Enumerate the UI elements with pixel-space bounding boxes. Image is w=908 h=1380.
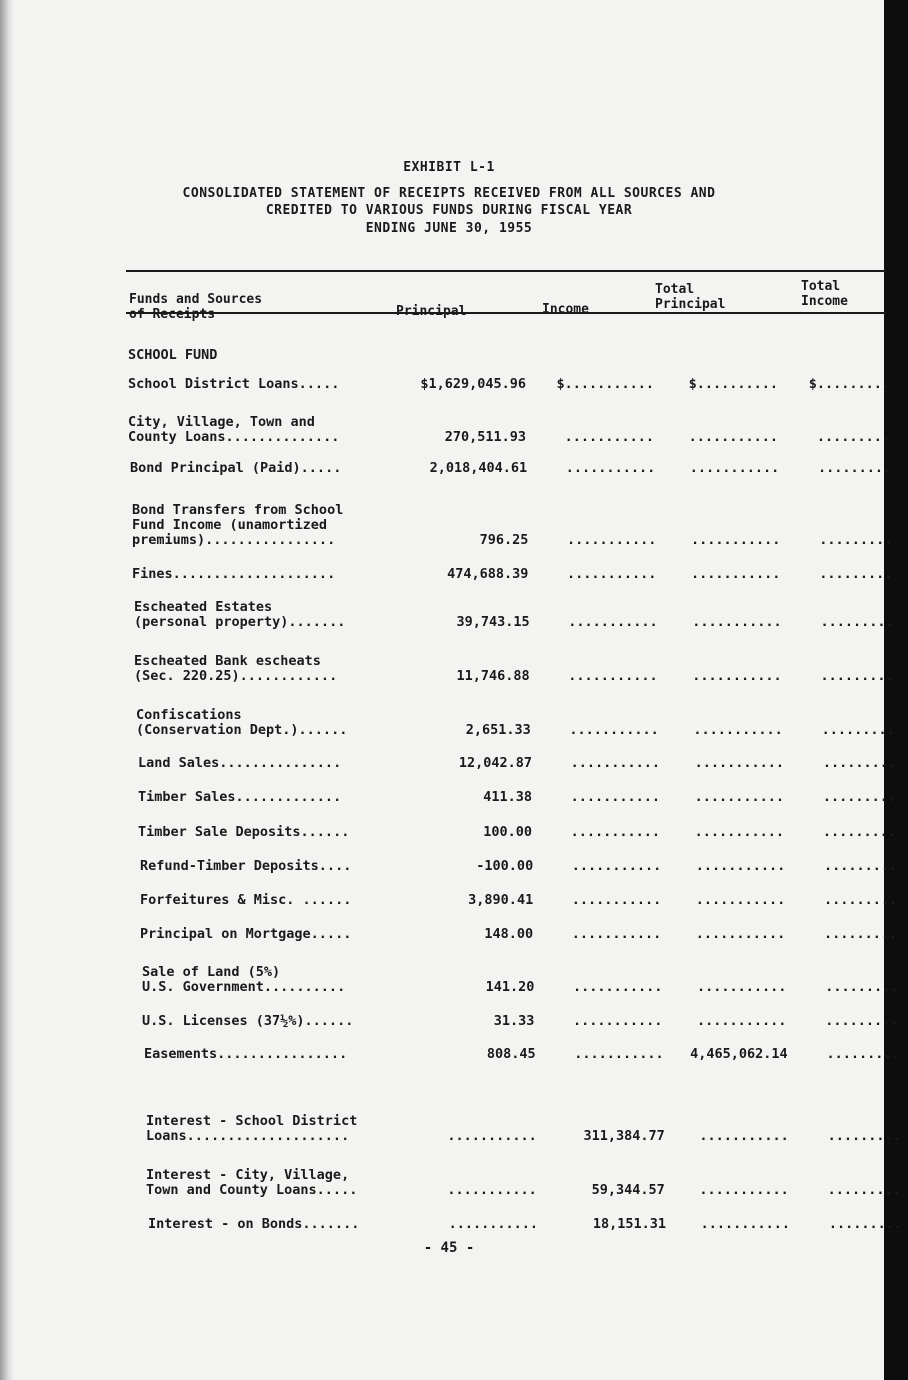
cell-total-income: ......... bbox=[822, 824, 896, 840]
cell-income: ........... bbox=[567, 566, 657, 582]
column-header-principal: Principal bbox=[396, 304, 467, 319]
cell-total-income: ......... bbox=[824, 926, 898, 942]
table-row bbox=[14, 786, 896, 805]
cell-total-principal: ........... bbox=[692, 614, 782, 630]
column-header-total-principal: Total Principal bbox=[655, 282, 726, 312]
table-row bbox=[14, 499, 893, 548]
row-label: U.S. Licenses (37½%)...... bbox=[142, 1013, 354, 1029]
cell-total-income: ......... bbox=[820, 668, 894, 684]
title-line-3: ENDING JUNE 30, 1955 bbox=[365, 221, 533, 236]
cell-total-principal: ........... bbox=[694, 824, 784, 840]
title-line-2: CREDITED TO VARIOUS FUNDS DURING FISCAL YEAR bbox=[265, 203, 633, 218]
cell-total-income: ......... bbox=[825, 1013, 899, 1029]
cell-income: ........... bbox=[570, 755, 660, 771]
cell-total-income: ......... bbox=[818, 460, 892, 476]
cell-total-income: ......... bbox=[826, 1046, 900, 1062]
cell-total-principal: 4,465,062.14 bbox=[690, 1046, 788, 1062]
table-row bbox=[14, 596, 894, 630]
row-label: Escheated Estates (personal property)....... bbox=[134, 599, 346, 630]
table-row bbox=[14, 889, 898, 908]
section-heading: SCHOOL FUND bbox=[128, 347, 218, 363]
cell-income: ........... bbox=[570, 789, 660, 805]
row-label: Interest - School District Loans.................... bbox=[146, 1113, 358, 1144]
table-top-rule bbox=[126, 270, 886, 272]
cell-total-principal: ........... bbox=[692, 668, 782, 684]
cell-income: 311,384.77 bbox=[583, 1128, 665, 1144]
cell-income: 59,344.57 bbox=[591, 1182, 665, 1198]
row-label: Forfeitures & Misc. ...... bbox=[140, 892, 352, 908]
cell-total-income: ......... bbox=[821, 722, 895, 738]
cell-principal: 148.00 bbox=[484, 926, 534, 942]
cell-income: ........... bbox=[574, 1046, 664, 1062]
cell-total-principal: ........... bbox=[697, 1013, 787, 1029]
cell-total-income: ......... bbox=[819, 566, 893, 582]
table-row bbox=[14, 1010, 899, 1029]
cell-total-principal: ........... bbox=[694, 789, 784, 805]
cell-total-income: ......... bbox=[819, 532, 893, 548]
scan-edge bbox=[884, 0, 908, 1380]
column-header-funds: Funds and Sources of Receipts bbox=[129, 292, 263, 322]
table-row bbox=[14, 1213, 902, 1232]
cell-total-principal: ........... bbox=[695, 926, 786, 942]
column-header-income: Income bbox=[542, 302, 589, 317]
cell-income: ........... bbox=[571, 926, 662, 942]
cell-principal: ........... bbox=[447, 1182, 537, 1198]
row-label: Escheated Bank escheats (Sec. 220.25)............ bbox=[134, 653, 338, 684]
cell-principal: ........... bbox=[448, 1216, 538, 1232]
cell-principal: -100.00 bbox=[476, 858, 534, 874]
table-row bbox=[14, 650, 894, 684]
cell-total-income: ......... bbox=[825, 979, 899, 995]
cell-income: ........... bbox=[568, 668, 658, 684]
table-row bbox=[14, 1110, 901, 1144]
cell-total-principal: ........... bbox=[688, 429, 778, 445]
cell-total-principal: ........... bbox=[699, 1182, 789, 1198]
cell-income: 18,151.31 bbox=[592, 1216, 666, 1232]
cell-total-principal: ........... bbox=[694, 755, 784, 771]
table-row bbox=[14, 373, 890, 392]
row-label: Bond Principal (Paid)..... bbox=[130, 460, 342, 476]
row-label: Land Sales............... bbox=[138, 755, 342, 771]
cell-total-principal: ........... bbox=[700, 1216, 790, 1232]
cell-principal: 474,688.39 bbox=[447, 566, 529, 582]
table-row bbox=[14, 961, 899, 995]
row-label: Fines.................... bbox=[132, 566, 336, 582]
row-label: Bond Transfers from School Fund Income (unamortized premiums)................ bbox=[132, 502, 344, 548]
row-label: Timber Sales............. bbox=[138, 789, 342, 805]
cell-principal: $1,629,045.96 bbox=[420, 376, 526, 392]
cell-principal: 2,018,404.61 bbox=[429, 460, 528, 476]
table-row bbox=[14, 855, 898, 874]
cell-income: ........... bbox=[570, 824, 660, 840]
cell-total-principal: ........... bbox=[695, 858, 786, 874]
page-number: - 45 - bbox=[423, 1240, 475, 1256]
cell-income: ........... bbox=[565, 460, 656, 476]
cell-total-income: ......... bbox=[822, 755, 896, 771]
table-row bbox=[14, 563, 893, 582]
row-label: Refund-Timber Deposits.... bbox=[140, 858, 352, 874]
row-label: Easements................ bbox=[144, 1046, 348, 1062]
cell-total-income: ......... bbox=[828, 1216, 902, 1232]
table-row bbox=[14, 923, 898, 942]
header-bottom-rule bbox=[126, 312, 886, 314]
cell-principal: 270,511.93 bbox=[444, 429, 526, 445]
row-label: Sale of Land (5%) U.S. Government.......... bbox=[142, 964, 346, 995]
cell-principal: 808.45 bbox=[486, 1046, 536, 1062]
table-row bbox=[14, 821, 896, 840]
cell-income: ........... bbox=[571, 858, 662, 874]
column-header-total-income: Total Income bbox=[801, 279, 848, 309]
cell-total-principal: ........... bbox=[695, 892, 786, 908]
row-label: City, Village, Town and County Loans.............. bbox=[128, 414, 340, 445]
exhibit-label: EXHIBIT L-1 bbox=[403, 160, 495, 175]
row-label: Principal on Mortgage..... bbox=[140, 926, 352, 942]
row-label: School District Loans..... bbox=[128, 376, 340, 392]
cell-total-income: ......... bbox=[827, 1128, 901, 1144]
cell-income: ........... bbox=[567, 532, 657, 548]
cell-income: ........... bbox=[569, 722, 659, 738]
cell-principal: 411.38 bbox=[483, 789, 532, 805]
cell-total-income: ......... bbox=[824, 892, 898, 908]
cell-total-principal: ........... bbox=[689, 460, 780, 476]
cell-principal: 3,890.41 bbox=[468, 892, 534, 908]
table-row bbox=[14, 411, 890, 445]
cell-income: ........... bbox=[573, 979, 663, 995]
cell-principal: 2,651.33 bbox=[465, 722, 531, 738]
cell-principal: 12,042.87 bbox=[458, 755, 532, 771]
cell-principal: ........... bbox=[447, 1128, 537, 1144]
row-label: Interest - on Bonds....... bbox=[148, 1216, 360, 1232]
title-line-1: CONSOLIDATED STATEMENT OF RECEIPTS RECEIVED FROM ALL SOURCES AND bbox=[182, 186, 716, 201]
cell-income: ........... bbox=[571, 892, 662, 908]
cell-income: $........... bbox=[556, 376, 654, 392]
cell-principal: 100.00 bbox=[483, 824, 532, 840]
cell-income: ........... bbox=[573, 1013, 663, 1029]
cell-total-principal: ........... bbox=[693, 722, 783, 738]
cell-total-principal: ........... bbox=[691, 566, 781, 582]
document-page bbox=[14, 0, 902, 1380]
cell-total-income: ......... bbox=[820, 614, 894, 630]
cell-income: ........... bbox=[568, 614, 658, 630]
cell-principal: 796.25 bbox=[479, 532, 529, 548]
cell-principal: 31.33 bbox=[493, 1013, 535, 1029]
cell-total-principal: ........... bbox=[697, 979, 787, 995]
table-row bbox=[14, 457, 892, 476]
row-label: Confiscations (Conservation Dept.)...... bbox=[136, 707, 348, 738]
cell-principal: 39,743.15 bbox=[456, 614, 530, 630]
cell-total-income: ......... bbox=[824, 858, 898, 874]
table-row bbox=[14, 704, 895, 738]
cell-total-principal: ........... bbox=[691, 532, 781, 548]
page-binding-shadow bbox=[0, 0, 14, 1380]
cell-total-income: ......... bbox=[827, 1182, 901, 1198]
cell-total-principal: ........... bbox=[699, 1128, 789, 1144]
table-row bbox=[14, 1043, 900, 1062]
cell-total-income: ......... bbox=[822, 789, 896, 805]
cell-principal: 141.20 bbox=[485, 979, 535, 995]
table-row bbox=[14, 752, 896, 771]
cell-principal: 11,746.88 bbox=[456, 668, 530, 684]
cell-total-income: ......... bbox=[816, 429, 890, 445]
row-label: Interest - City, Village, Town and County Loans..... bbox=[146, 1167, 358, 1198]
table-row bbox=[14, 1164, 901, 1198]
row-label: Timber Sale Deposits...... bbox=[138, 824, 350, 840]
cell-total-income: $......... bbox=[808, 376, 890, 392]
cell-total-principal: $.......... bbox=[688, 376, 778, 392]
cell-income: ........... bbox=[564, 429, 654, 445]
